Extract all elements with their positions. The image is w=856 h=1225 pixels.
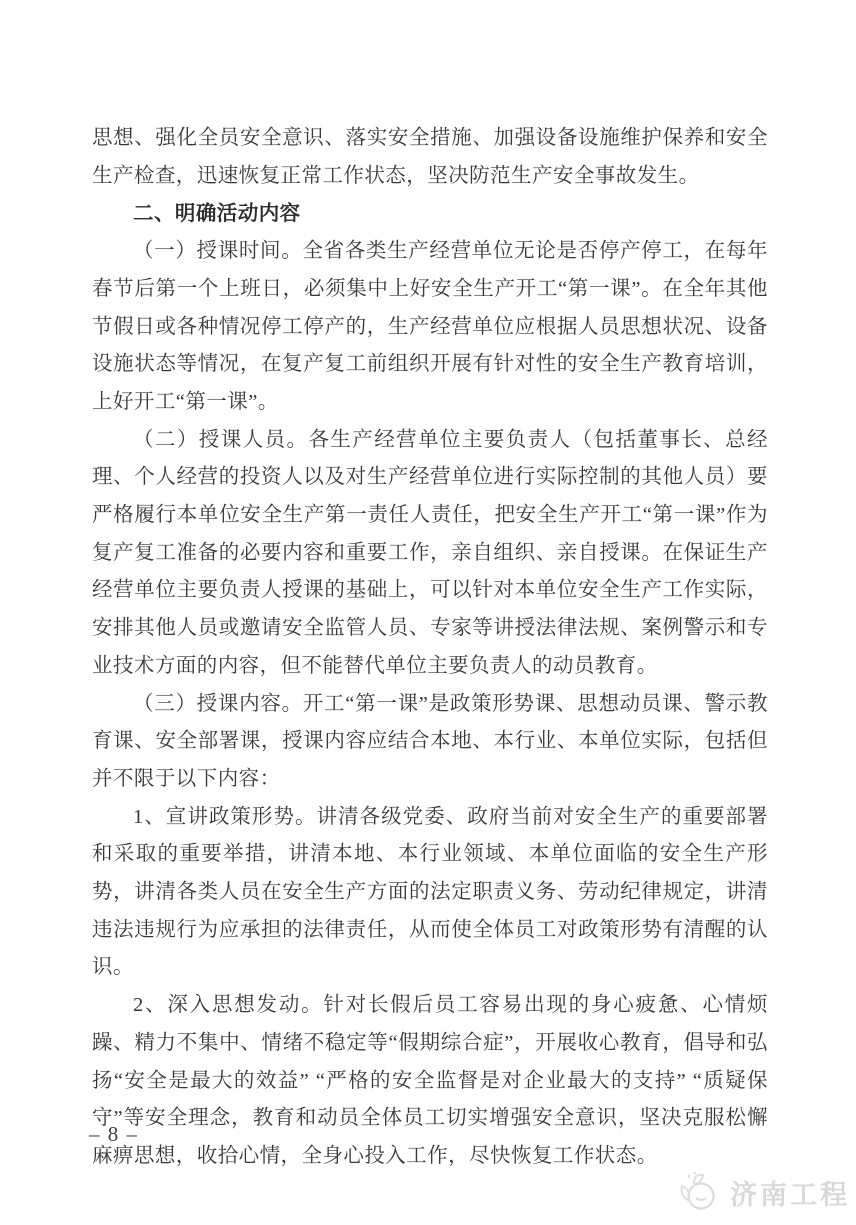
paragraph: （一）授课时间。全省各类生产经营单位无论是否停产停工，在每年春节后第一个上班日，必须集中上好安全生产开工“第一课”。在全年其他节假日或各种情况停工停产的，生产经营单位应根据人员思想状况、设备设施状态等情况，在复产复工前组织开展有针对性的安全生产教育培训，上好开工“第一课”。: [92, 240, 768, 413]
paragraph: 1、宣讲政策形势。讲清各级党委、政府当前对安全生产的重要部署和采取的重要举措，讲清本地、本行业领域、本单位面临的安全生产形势，讲清各类人员在安全生产方面的法定职责义务、劳动纪律规定，讲清违法违规行为应承担的法律责任，从而使全体员工对政策形势有清醒的认识。: [92, 805, 768, 979]
paragraph: 思想、强化全员安全意识、落实安全措施、加强设备设施维护保养和安全生产检查，迅速恢复正常工作状态，坚决防范生产安全事故发生。: [92, 127, 768, 187]
paragraph: 2、深入思想发动。针对长假后员工容易出现的身心疲惫、心情烦躁、精力不集中、情绪不稳定等“假期综合症”，开展收心教育，倡导和弘扬“安全是最大的效益” “严格的安全监督是对企业最大的支持” “质疑保守”等安全理念，教育和动员全体员工切实增强安全意识，坚决克服松懈麻痹思想，收拾心情，全身心投入工作，尽快恢复工作状态。: [92, 994, 768, 1167]
section-heading: 二、明确活动内容: [133, 202, 301, 226]
page-number: – 8 –: [89, 1122, 139, 1146]
document-body: [92, 120, 768, 1176]
jinan-gongcheng-emblem-icon: [674, 1168, 722, 1216]
watermark: [674, 1168, 850, 1216]
paragraph: （二）授课人员。各生产经营单位主要负责人（包括董事长、总经理、个人经营的投资人以及对生产经营单位进行实际控制的其他人员）要严格履行本单位安全生产第一责任人责任，把安全生产开工“第一课”作为复产复工准备的必要内容和重要工作，亲自组织、亲自授课。在保证生产经营单位主要负责人授课的基础上，可以针对本单位安全生产工作实际，安排其他人员或邀请安全监管人员、专家等讲授法律法规、案例警示和专业技术方面的内容，但不能替代单位主要负责人的动员教育。: [92, 428, 768, 677]
paragraph: （三）授课内容。开工“第一课”是政策形势课、思想动员课、警示教育课、安全部署课，授课内容应结合本地、本行业、本单位实际，包括但并不限于以下内容：: [92, 692, 768, 790]
watermark-text: 济南工程: [730, 1179, 850, 1210]
